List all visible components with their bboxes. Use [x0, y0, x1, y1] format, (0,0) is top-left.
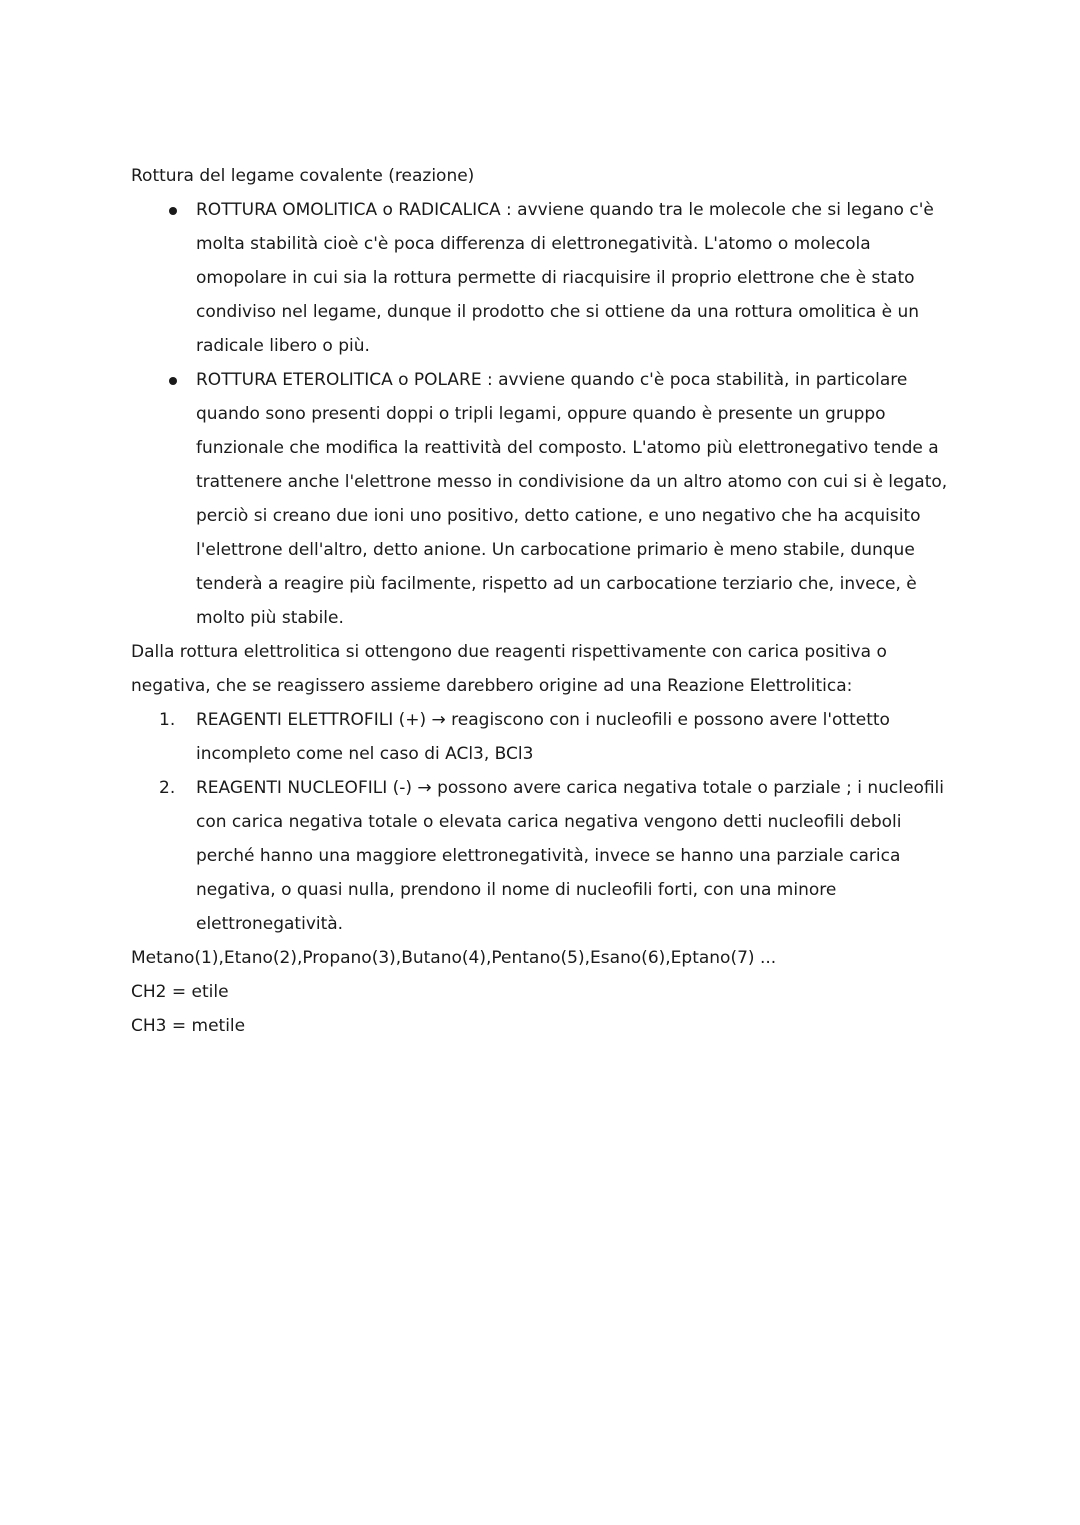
bullet-item: [131, 363, 961, 635]
item-number: 2.: [159, 778, 176, 798]
paragraph: Dalla rottura elettrolitica si ottengono due reagenti rispettivamente con carica positiva o negativa, che se reagissero assieme darebbero origine ad una Reazione Elettrolitica:: [131, 642, 887, 696]
numbered-text-nucleofili: REAGENTI NUCLEOFILI (-) → possono avere carica negativa totale o parziale ; i nucleofili con carica negativa totale o elevata carica negativa vengono detti nucleofili deboli perché hanno una maggiore elettronegatività, invece se hanno una parziale carica negativa, o quasi nulla, prendono il nome di nucleofili forti, con una minore elettronegatività.: [196, 778, 945, 934]
numbered-text-elettrofili: REAGENTI ELETTROFILI (+) → reagiscono con i nucleofili e possono avere l'ottetto incompleto come nel caso di ACl3, BCl3: [196, 710, 890, 764]
bullet-list: [131, 193, 961, 635]
document-body: [131, 159, 961, 1043]
numbered-item: [131, 703, 961, 771]
ch2-line: CH2 = etile: [131, 982, 229, 1002]
bullet-item: [131, 193, 961, 363]
numbered-item: [131, 771, 961, 941]
bullet-icon: [169, 207, 177, 215]
item-number: 1.: [159, 710, 176, 730]
bullet-text-omolitica: ROTTURA OMOLITICA o RADICALICA : avviene quando tra le molecole che si legano c'è molta stabilità cioè c'è poca differenza di elettronegatività. L'atomo o molecola omopolare in cui sia la rottura permette di riacquisire il proprio elettrone che è stato condiviso nel legame, dunque il prodotto che si ottiene da una rottura omolitica è un radicale libero o più.: [196, 200, 934, 356]
bullet-icon: [169, 377, 177, 385]
section-heading: Rottura del legame covalente (reazione): [131, 166, 475, 186]
alkanes-line: Metano(1),Etano(2),Propano(3),Butano(4),Pentano(5),Esano(6),Eptano(7) ...: [131, 948, 777, 968]
numbered-list: [131, 703, 961, 941]
bullet-text-eterolitica: ROTTURA ETEROLITICA o POLARE : avviene quando c'è poca stabilità, in particolare quando sono presenti doppi o tripli legami, oppure quando è presente un gruppo funzionale che modifica la reattività del composto. L'atomo più elettronegativo tende a trattenere anche l'elettrone messo in condivisione da un altro atomo con cui si è legato, perciò si creano due ioni uno positivo, detto catione, e uno negativo che ha acquisito l'elettrone dell'altro, detto anione. Un carbocatione primario è meno stabile, dunque tenderà a reagire più facilmente, rispetto ad un carbocatione terziario che, invece, è molto più stabile.: [196, 370, 948, 628]
ch3-line: CH3 = metile: [131, 1016, 246, 1036]
